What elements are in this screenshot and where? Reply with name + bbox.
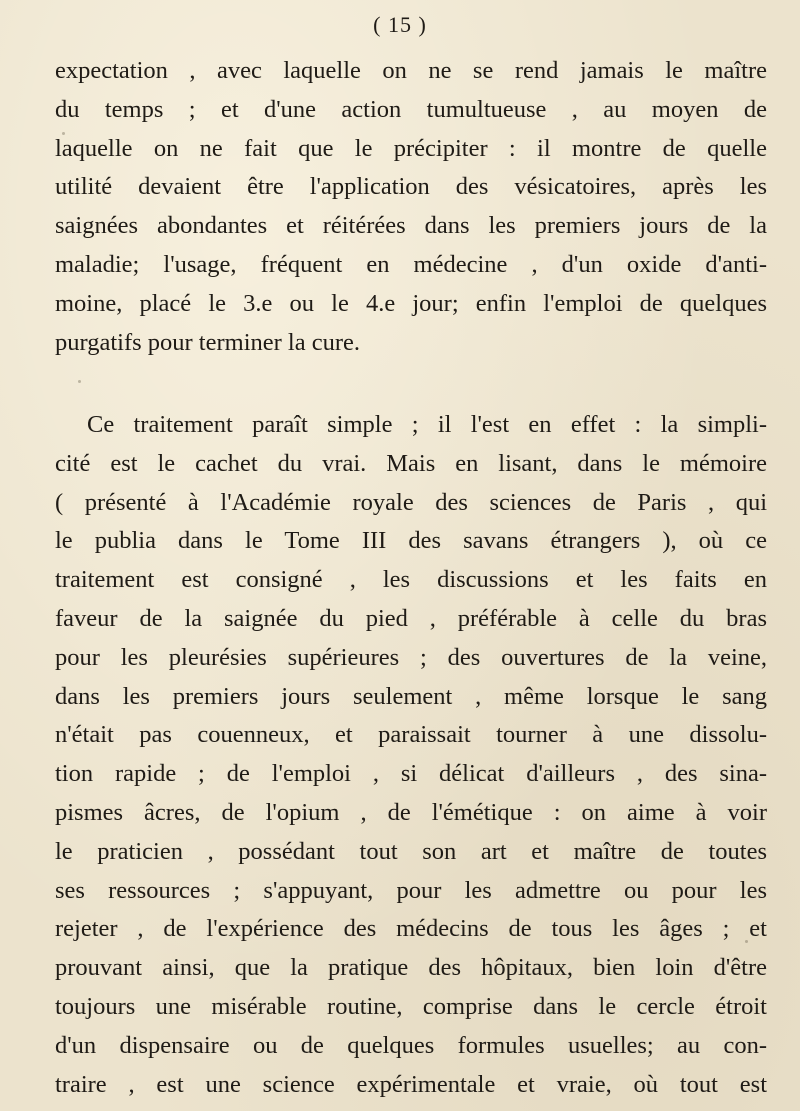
paper-speck xyxy=(745,940,748,943)
paragraph-2 xyxy=(55,406,767,1104)
paper-speck xyxy=(248,72,251,75)
text-line: toujours une misérable routine, comprise dans le cercle étroit xyxy=(55,992,767,1020)
text-line: rejeter , de l'expérience des médecins de tous les âges ; et xyxy=(55,915,767,943)
paper-speck xyxy=(78,380,81,383)
text-line: ses ressources ; s'appuyant, pour les admettre ou pour les xyxy=(55,876,767,904)
text-line: cité est le cachet du vrai. Mais en lisant, dans le mémoire xyxy=(55,449,767,477)
text-line: maladie; l'usage, fréquent en médecine , d'un oxide d'anti- xyxy=(55,250,767,278)
text-line: expectation , avec laquelle on ne se rend jamais le maître xyxy=(55,57,767,84)
paper-speck xyxy=(600,1080,603,1083)
text-line: dans les premiers jours seulement , même lorsque le sang xyxy=(55,682,767,710)
text-line: pismes âcres, de l'opium , de l'émétique : on aime à voir xyxy=(55,798,767,826)
text-line: laquelle on ne fait que le précipiter : il montre de quelle xyxy=(55,134,767,162)
text-line: ( présenté à l'Académie royale des sciences de Paris , qui xyxy=(55,488,767,516)
text-line: le publia dans le Tome III des savans étrangers ), où ce xyxy=(55,527,767,555)
paper-speck xyxy=(62,132,65,135)
text-line: du temps ; et d'une action tumultueuse , au moyen de xyxy=(55,95,767,123)
text-line: n'était pas couenneux, et paraissait tourner à une dissolu- xyxy=(55,721,767,749)
text-line: saignées abondantes et réitérées dans les premiers jours de la xyxy=(55,212,767,240)
text-line: faveur de la saignée du pied , préférable à celle du bras xyxy=(55,604,767,632)
text-line: Ce traitement paraît simple ; il l'est en effet : la simpli- xyxy=(87,411,767,438)
text-line: traire , est une science expérimentale et vraie, où tout est xyxy=(55,1070,767,1098)
text-line: purgatifs pour terminer la cure. xyxy=(55,328,361,356)
text-line: moine, placé le 3.e ou le 4.e jour; enfin l'emploi de quelques xyxy=(55,289,767,317)
text-line: prouvant ainsi, que la pratique des hôpitaux, bien loin d'être xyxy=(55,954,767,982)
paper-speck xyxy=(614,700,617,703)
text-line: d'un dispensaire ou de quelques formules usuelles; au con- xyxy=(55,1031,767,1059)
page-number: ( 15 ) xyxy=(373,12,427,37)
text-line: traitement est consigné , les discussions et les faits en xyxy=(55,566,767,594)
text-line: le praticien , possédant tout son art et maître de toutes xyxy=(55,837,767,865)
text-line: utilité devaient être l'application des vésicatoires, après les xyxy=(55,173,767,201)
text-line: tion rapide ; de l'emploi , si délicat d'ailleurs , des sina- xyxy=(55,760,767,788)
paragraph-1 xyxy=(55,52,767,362)
text-line: pour les pleurésies supérieures ; des ouvertures de la veine, xyxy=(55,643,767,671)
